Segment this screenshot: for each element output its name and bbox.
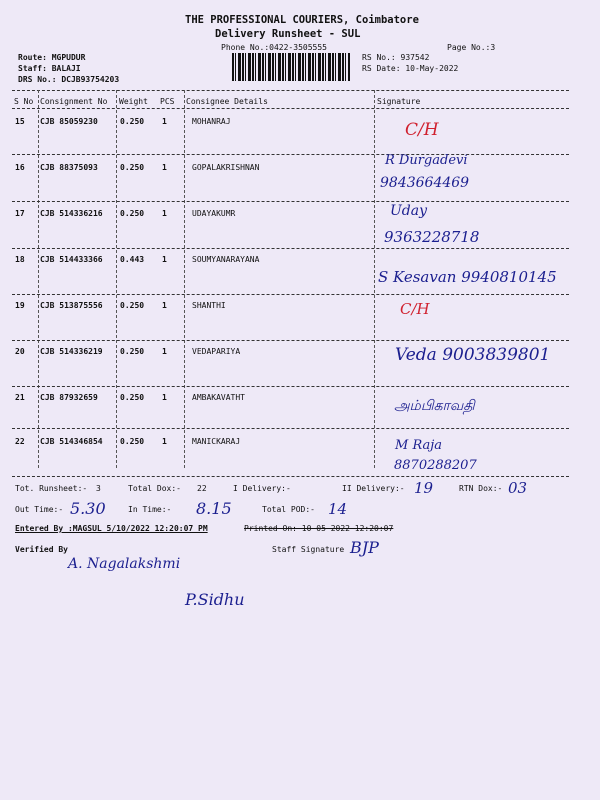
row-signature: C/H: [405, 120, 439, 140]
staff-signature-label: Staff Signature: [272, 545, 345, 554]
in-time-label: In Time:-: [128, 505, 172, 514]
row-sno: 22: [15, 437, 25, 446]
row-consignment: CJB 514346854: [40, 437, 103, 446]
row-signature-phone: 9363228718: [384, 228, 480, 246]
out-time-label: Out Time:-: [15, 505, 64, 514]
row-weight: 0.250: [120, 437, 145, 446]
col-sep: [374, 90, 375, 468]
row-consignment: CJB 87932659: [40, 393, 98, 402]
total-dox-value: 22: [197, 484, 207, 493]
row-consignment: CJB 513875556: [40, 301, 103, 310]
verified-by-label: Verified By: [15, 545, 68, 554]
row-consignee: GOPALAKRISHNAN: [192, 163, 260, 172]
tot-runsheet-label: Tot. Runsheet:-: [15, 484, 88, 493]
col-signature: Signature: [377, 97, 421, 106]
total-dox-label: Total Dox:-: [128, 484, 181, 493]
row-rule: [12, 428, 569, 429]
col-weight: Weight: [119, 97, 148, 106]
phone-number: Phone No.:0422-3505555: [221, 43, 327, 52]
row-weight: 0.250: [120, 117, 145, 126]
row-consignment: CJB 514433366: [40, 255, 103, 264]
col-sep: [116, 90, 117, 468]
drs-number: DRS No.: DCJB93754203: [18, 75, 120, 84]
row-weight: 0.250: [120, 393, 145, 402]
row-rule: [12, 294, 569, 295]
barcode-image: [232, 53, 350, 81]
rs-date: RS Date: 10-May-2022: [362, 64, 459, 73]
row-signature: அம்பிகாவதி: [394, 398, 475, 414]
total-pod-label: Total POD:-: [262, 505, 315, 514]
tot-runsheet-value: 3: [96, 484, 101, 493]
row-sno: 17: [15, 209, 25, 218]
verified-signature: A. Nagalakshmi: [68, 556, 181, 572]
runsheet-title: Delivery Runsheet - SUL: [215, 28, 361, 40]
row-pcs: 1: [162, 255, 167, 264]
staff: Staff: BALAJI: [18, 64, 81, 73]
row-consignee: VEDAPARIYA: [192, 347, 241, 356]
ii-delivery-value: 19: [414, 479, 434, 497]
row-signature: Uday: [390, 203, 428, 219]
row-consignee: MANICKARAJ: [192, 437, 241, 446]
header-bottom-rule: [12, 108, 569, 109]
row-weight: 0.250: [120, 347, 145, 356]
ii-delivery-label: II Delivery:-: [342, 484, 405, 493]
row-consignee: AMBAKAVATHT: [192, 393, 245, 402]
row-signature-phone: 8870288207: [394, 458, 477, 473]
row-rule: [12, 386, 569, 387]
i-delivery-label: I Delivery:-: [233, 484, 291, 493]
entered-by: Entered By :MAGSUL 5/10/2022 12:20:07 PM: [15, 524, 208, 533]
row-rule: [12, 248, 569, 249]
row-weight: 0.443: [120, 255, 145, 264]
row-pcs: 1: [162, 163, 167, 172]
total-pod-value: 14: [328, 500, 348, 518]
row-sno: 15: [15, 117, 25, 126]
row-sno: 16: [15, 163, 25, 172]
rs-number: RS No.: 937542: [362, 53, 430, 62]
extra-signature: P.Sidhu: [185, 590, 245, 609]
col-consignment: Consignment No: [40, 97, 108, 106]
row-pcs: 1: [162, 437, 167, 446]
route: Route: MGPUDUR: [18, 53, 86, 62]
row-weight: 0.250: [120, 163, 145, 172]
rtn-dox-label: RTN Dox:-: [459, 484, 503, 493]
row-signature: R Durgadevi: [385, 153, 468, 168]
row-weight: 0.250: [120, 301, 145, 310]
row-sno: 19: [15, 301, 25, 310]
row-sno: 21: [15, 393, 25, 402]
out-time-value: 5.30: [70, 499, 106, 518]
in-time-value: 8.15: [196, 499, 232, 518]
row-pcs: 1: [162, 393, 167, 402]
row-consignment: CJB 514336216: [40, 209, 103, 218]
col-sep: [38, 90, 39, 468]
row-sno: 20: [15, 347, 25, 356]
row-consignment: CJB 88375093: [40, 163, 98, 172]
row-sno: 18: [15, 255, 25, 264]
page-number: Page No.:3: [447, 43, 496, 52]
col-sno: S No: [14, 97, 34, 106]
rtn-dox-value: 03: [508, 479, 528, 497]
row-rule: [12, 154, 569, 155]
row-signature: M Raja: [395, 438, 443, 453]
row-pcs: 1: [162, 347, 167, 356]
row-consignee: SHANTHI: [192, 301, 226, 310]
row-consignee: SOUMYANARAYANA: [192, 255, 260, 264]
row-signature: C/H: [400, 300, 430, 318]
col-pcs: PCS: [160, 97, 175, 106]
row-signature: Veda 9003839801: [395, 345, 551, 365]
row-rule: [12, 340, 569, 341]
col-sep: [184, 90, 185, 468]
row-pcs: 1: [162, 209, 167, 218]
row-pcs: 1: [162, 117, 167, 126]
row-consignee: UDAYAKUMR: [192, 209, 236, 218]
company-name: THE PROFESSIONAL COURIERS, Coimbatore: [185, 14, 419, 26]
row-weight: 0.250: [120, 209, 145, 218]
printed-on: Printed On: 10 05 2022 12:20:07: [244, 524, 394, 533]
table-bottom-rule: [12, 476, 569, 477]
row-pcs: 1: [162, 301, 167, 310]
row-consignment: CJB 85059230: [40, 117, 98, 126]
row-signature-phone: 9843664469: [380, 175, 470, 191]
row-signature: S Kesavan 9940810145: [378, 268, 557, 286]
col-consignee: Consignee Details: [186, 97, 268, 106]
row-consignment: CJB 514336219: [40, 347, 103, 356]
staff-signature: BJP: [350, 538, 379, 557]
row-consignee: MOHANRAJ: [192, 117, 231, 126]
header-top-rule: [12, 90, 569, 91]
row-rule: [12, 201, 569, 202]
